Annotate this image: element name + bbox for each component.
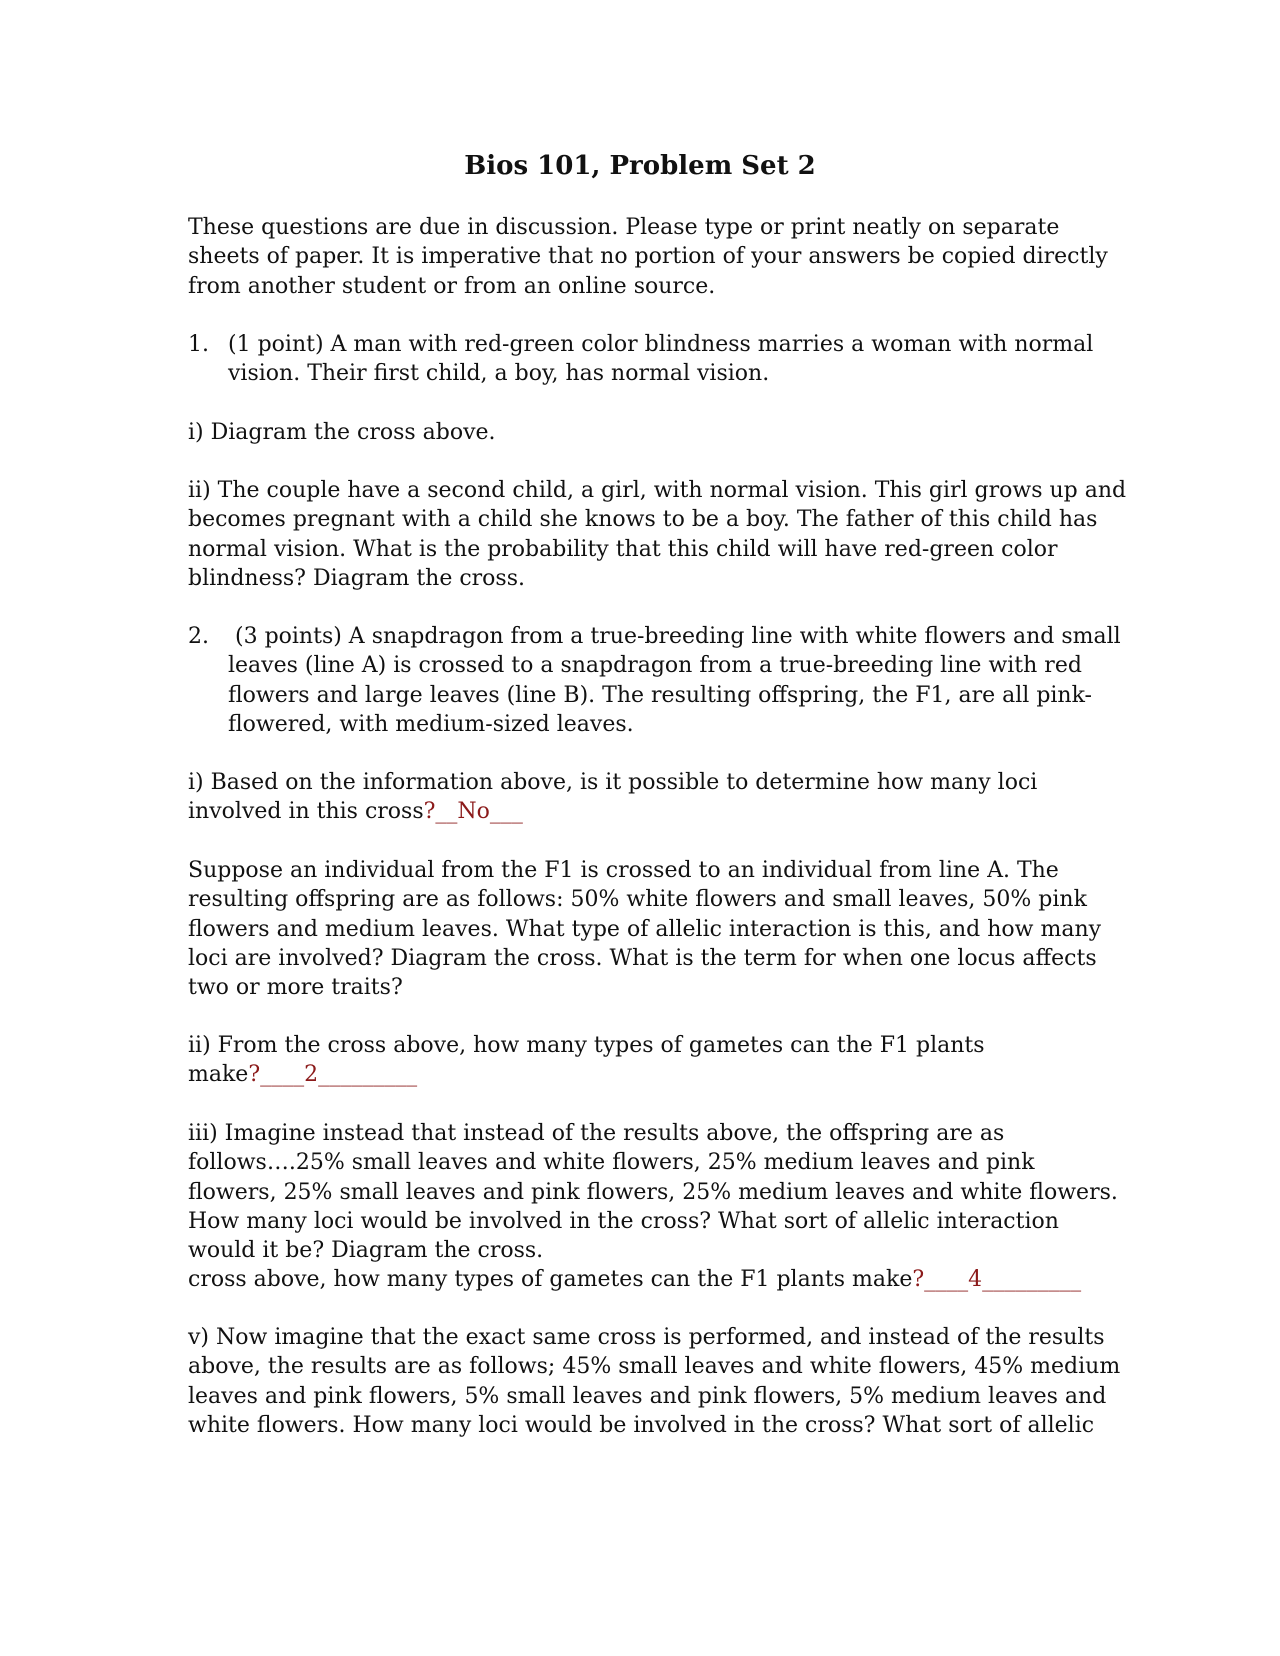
suppose-paragraph: [188, 856, 1108, 1002]
intro-line: sheets of paper. It is imperative that no portion of your answers be copied directly: [188, 244, 1108, 270]
part-ii-line: ii) From the cross above, how many types of gametes can the F1 plants: [188, 1033, 985, 1058]
question-2-line: flowers and large leaves (line B). The resulting offspring, the F1, are all pink-: [228, 682, 1092, 708]
part-iii-line: would it be? Diagram the cross.: [188, 1238, 544, 1264]
intro-paragraph: [188, 213, 1108, 301]
part-ii-text: make: [188, 1062, 249, 1088]
suppose-line: loci are involved? Diagram the cross. What is the term for when one locus affects: [188, 945, 1097, 971]
part-i-line: [188, 797, 1108, 826]
part-iii-text: cross above, how many types of gametes can the F1 plants make: [188, 1267, 913, 1293]
part-iii-line: How many loci would be involved in the cross? What sort of allelic interaction: [188, 1208, 1059, 1234]
intro-line: from another student or from an online source.: [188, 273, 716, 299]
question-1: [188, 330, 1148, 389]
part-i-line: i) Based on the information above, is it possible to determine how many loci: [188, 770, 1038, 795]
question-2-line: [188, 622, 1148, 651]
page-title: Bios 101, Problem Set 2: [464, 151, 816, 181]
question-1-part-ii: [188, 476, 1127, 593]
suppose-line: two or more traits?: [188, 975, 403, 1001]
part-iii-line: [188, 1265, 1108, 1294]
intro-line: These questions are due in discussion. Please type or print neatly on separate: [188, 215, 1060, 240]
answer-text: ?____4_________: [912, 1267, 1082, 1293]
part-ii-line: ii) The couple have a second child, a girl, with normal vision. This girl grows up and: [188, 478, 1127, 503]
suppose-line: Suppose an individual from the F1 is crossed to an individual from line A. The: [188, 858, 1059, 883]
question-number: 2.: [188, 624, 209, 649]
question-number: 1.: [188, 332, 209, 357]
part-iii-line: flowers, 25% small leaves and pink flowers, 25% medium leaves and white flowers.: [188, 1179, 1118, 1205]
part-ii-line: normal vision. What is the probability that this child will have red-green color: [188, 536, 1058, 562]
part-ii-line: [188, 1060, 1108, 1089]
question-1-line: [188, 330, 1148, 359]
question-1-text: (1 point) A man with red-green color blindness marries a woman with normal: [228, 332, 1094, 357]
part-i-text: involved in this cross: [188, 799, 424, 825]
question-2-text: (3 points) A snapdragon from a true-breeding line with white flowers and small: [228, 624, 1121, 649]
question-2: [188, 622, 1148, 739]
question-2-part-ii: [188, 1031, 1108, 1090]
part-v-line: v) Now imagine that the exact same cross is performed, and instead of the results: [188, 1325, 1105, 1350]
part-v-line: leaves and pink flowers, 5% small leaves and pink flowers, 5% medium leaves and: [188, 1383, 1107, 1409]
part-ii-line: blindness? Diagram the cross.: [188, 565, 526, 591]
part-i-text: i) Diagram the cross above.: [188, 420, 496, 445]
part-v-line: white flowers. How many loci would be involved in the cross? What sort of allelic: [188, 1412, 1095, 1438]
answer-text: ?__No___: [423, 799, 523, 825]
question-1-part-i: [188, 418, 1108, 447]
question-1-line: vision. Their first child, a boy, has normal vision.: [228, 361, 770, 387]
question-2-line: leaves (line A) is crossed to a snapdragon from a true-breeding line with red: [228, 653, 1082, 679]
question-2-line: flowered, with medium-sized leaves.: [228, 711, 634, 737]
answer-text: ?____2_________: [248, 1062, 418, 1088]
question-2-part-i: [188, 768, 1108, 827]
part-ii-line: becomes pregnant with a child she knows to be a boy. The father of this child has: [188, 507, 1098, 533]
question-2-part-v: [188, 1323, 1121, 1440]
part-iii-line: follows….25% small leaves and white flowers, 25% medium leaves and pink: [188, 1150, 1035, 1176]
part-v-line: above, the results are as follows; 45% small leaves and white flowers, 45% medium: [188, 1354, 1121, 1380]
suppose-line: flowers and medium leaves. What type of allelic interaction is this, and how many: [188, 916, 1102, 942]
suppose-line: resulting offspring are as follows: 50% white flowers and small leaves, 50% pink: [188, 887, 1087, 913]
part-iii-line: iii) Imagine instead that instead of the results above, the offspring are as: [188, 1121, 1005, 1146]
question-2-part-iii: [188, 1119, 1118, 1295]
